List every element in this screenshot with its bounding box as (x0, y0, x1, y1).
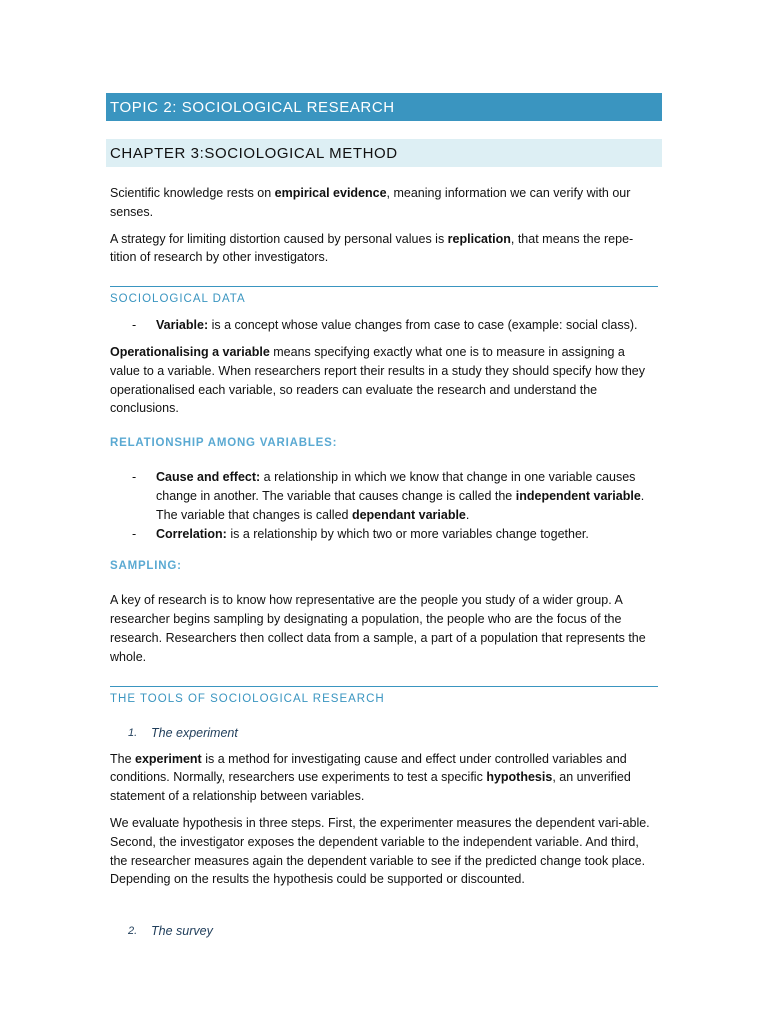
dash-marker: - (132, 470, 137, 485)
dependant-variable-term: dependant variable (351, 507, 466, 522)
item-label: The experiment (151, 725, 238, 740)
experiment-text-c: is a method for investigating cause and effect under controlled variables and conditions. Normally, researchers use experiments to test a specific (110, 751, 627, 785)
intro-p1-text-c: , meaning information we can verify with our senses. (110, 186, 631, 219)
list-item-variable (110, 316, 658, 335)
numbered-item-survey (110, 922, 658, 940)
operationalising-text: means specifying exactly what one is to measure in assigning a value to a variable. When researchers report their results in a study they should specify how they operationalised each variable, so readers can evaluate the research and understand the conclusions. (110, 344, 645, 416)
dash-marker: - (132, 318, 137, 333)
intro-paragraph-1 (110, 184, 658, 222)
sampling-paragraph: A key of research is to know how representative are the people you study of a wider group. A researcher begins sampling by designating a population, the people who are the focus of the research. Researchers then collect data from a sample, a part of a population that represents the whole. (110, 593, 646, 664)
item-number: 2. (128, 925, 138, 938)
intro-paragraph-2 (110, 230, 658, 268)
independent-variable-term: independent variable (515, 488, 641, 503)
item-label: The survey (151, 924, 213, 939)
section-heading-tools: THE TOOLS OF SOCIOLOGICAL RESEARCH (110, 692, 385, 705)
experiment-text-a: The (110, 751, 136, 766)
cause-text-a: a relationship in which we know that change in one variable causes change in another. The variable that causes change is called the (156, 470, 636, 503)
intro-p2-text-a: A strategy for limiting distortion caused by personal values is (110, 231, 448, 246)
operationalising-paragraph (110, 343, 658, 418)
section-heading-sociological-data: SOCIOLOGICAL DATA (110, 293, 246, 306)
intro-p1-term: empirical evidence (274, 186, 387, 200)
variable-list (110, 316, 658, 335)
hypothesis-term: hypothesis (486, 770, 553, 785)
topic-heading: TOPIC 2: SOCIOLOGICAL RESEARCH (106, 93, 662, 121)
correlation-text: is a relationship by which two or more variables change together. (226, 526, 589, 541)
variable-text: is a concept whose value changes from case to case (example: social class). (208, 318, 638, 333)
variable-term: Variable: (156, 318, 209, 333)
experiment-term: experiment (135, 751, 202, 766)
list-item-correlation (110, 525, 658, 544)
item-number: 1. (128, 726, 138, 739)
intro-p2-term: replication (447, 231, 511, 246)
cause-text-e: . (465, 507, 470, 522)
experiment-text-e: , an unverified statement of a relationship between variables. (110, 770, 631, 804)
section-divider (110, 286, 658, 287)
relationship-list (110, 468, 658, 543)
section-heading-relationships: RELATIONSHIP AMONG VARIABLES: (110, 437, 338, 450)
document-content (110, 93, 658, 940)
dash-marker: - (132, 526, 137, 541)
chapter-heading: CHAPTER 3:SOCIOLOGICAL METHOD (106, 139, 662, 167)
list-item-cause-effect (110, 468, 658, 524)
section-divider (110, 686, 658, 687)
intro-p2-text-c: , that means the repe-tition of research by other investigators. (110, 231, 634, 265)
correlation-term: Correlation: (156, 526, 227, 541)
operationalising-term: Operationalising a variable (110, 344, 270, 359)
section-heading-sampling: SAMPLING: (110, 560, 182, 573)
cause-term: Cause and effect: (156, 470, 261, 485)
intro-p1-text-a: Scientific knowledge rests on (110, 186, 275, 200)
cause-text-c: . The variable that changes is called (156, 488, 645, 522)
experiment-paragraph (110, 750, 658, 806)
hypothesis-steps-paragraph: We evaluate hypothesis in three steps. First, the experimenter measures the dependent vari-able. Second, the investigator exposes the dependent variable to the independent variable. And third, the researcher measures again the dependent variable to see if the predicted change took place. Depending on the results the hypothesis could be supported or discounted. (110, 815, 650, 887)
numbered-item-experiment (110, 724, 658, 742)
